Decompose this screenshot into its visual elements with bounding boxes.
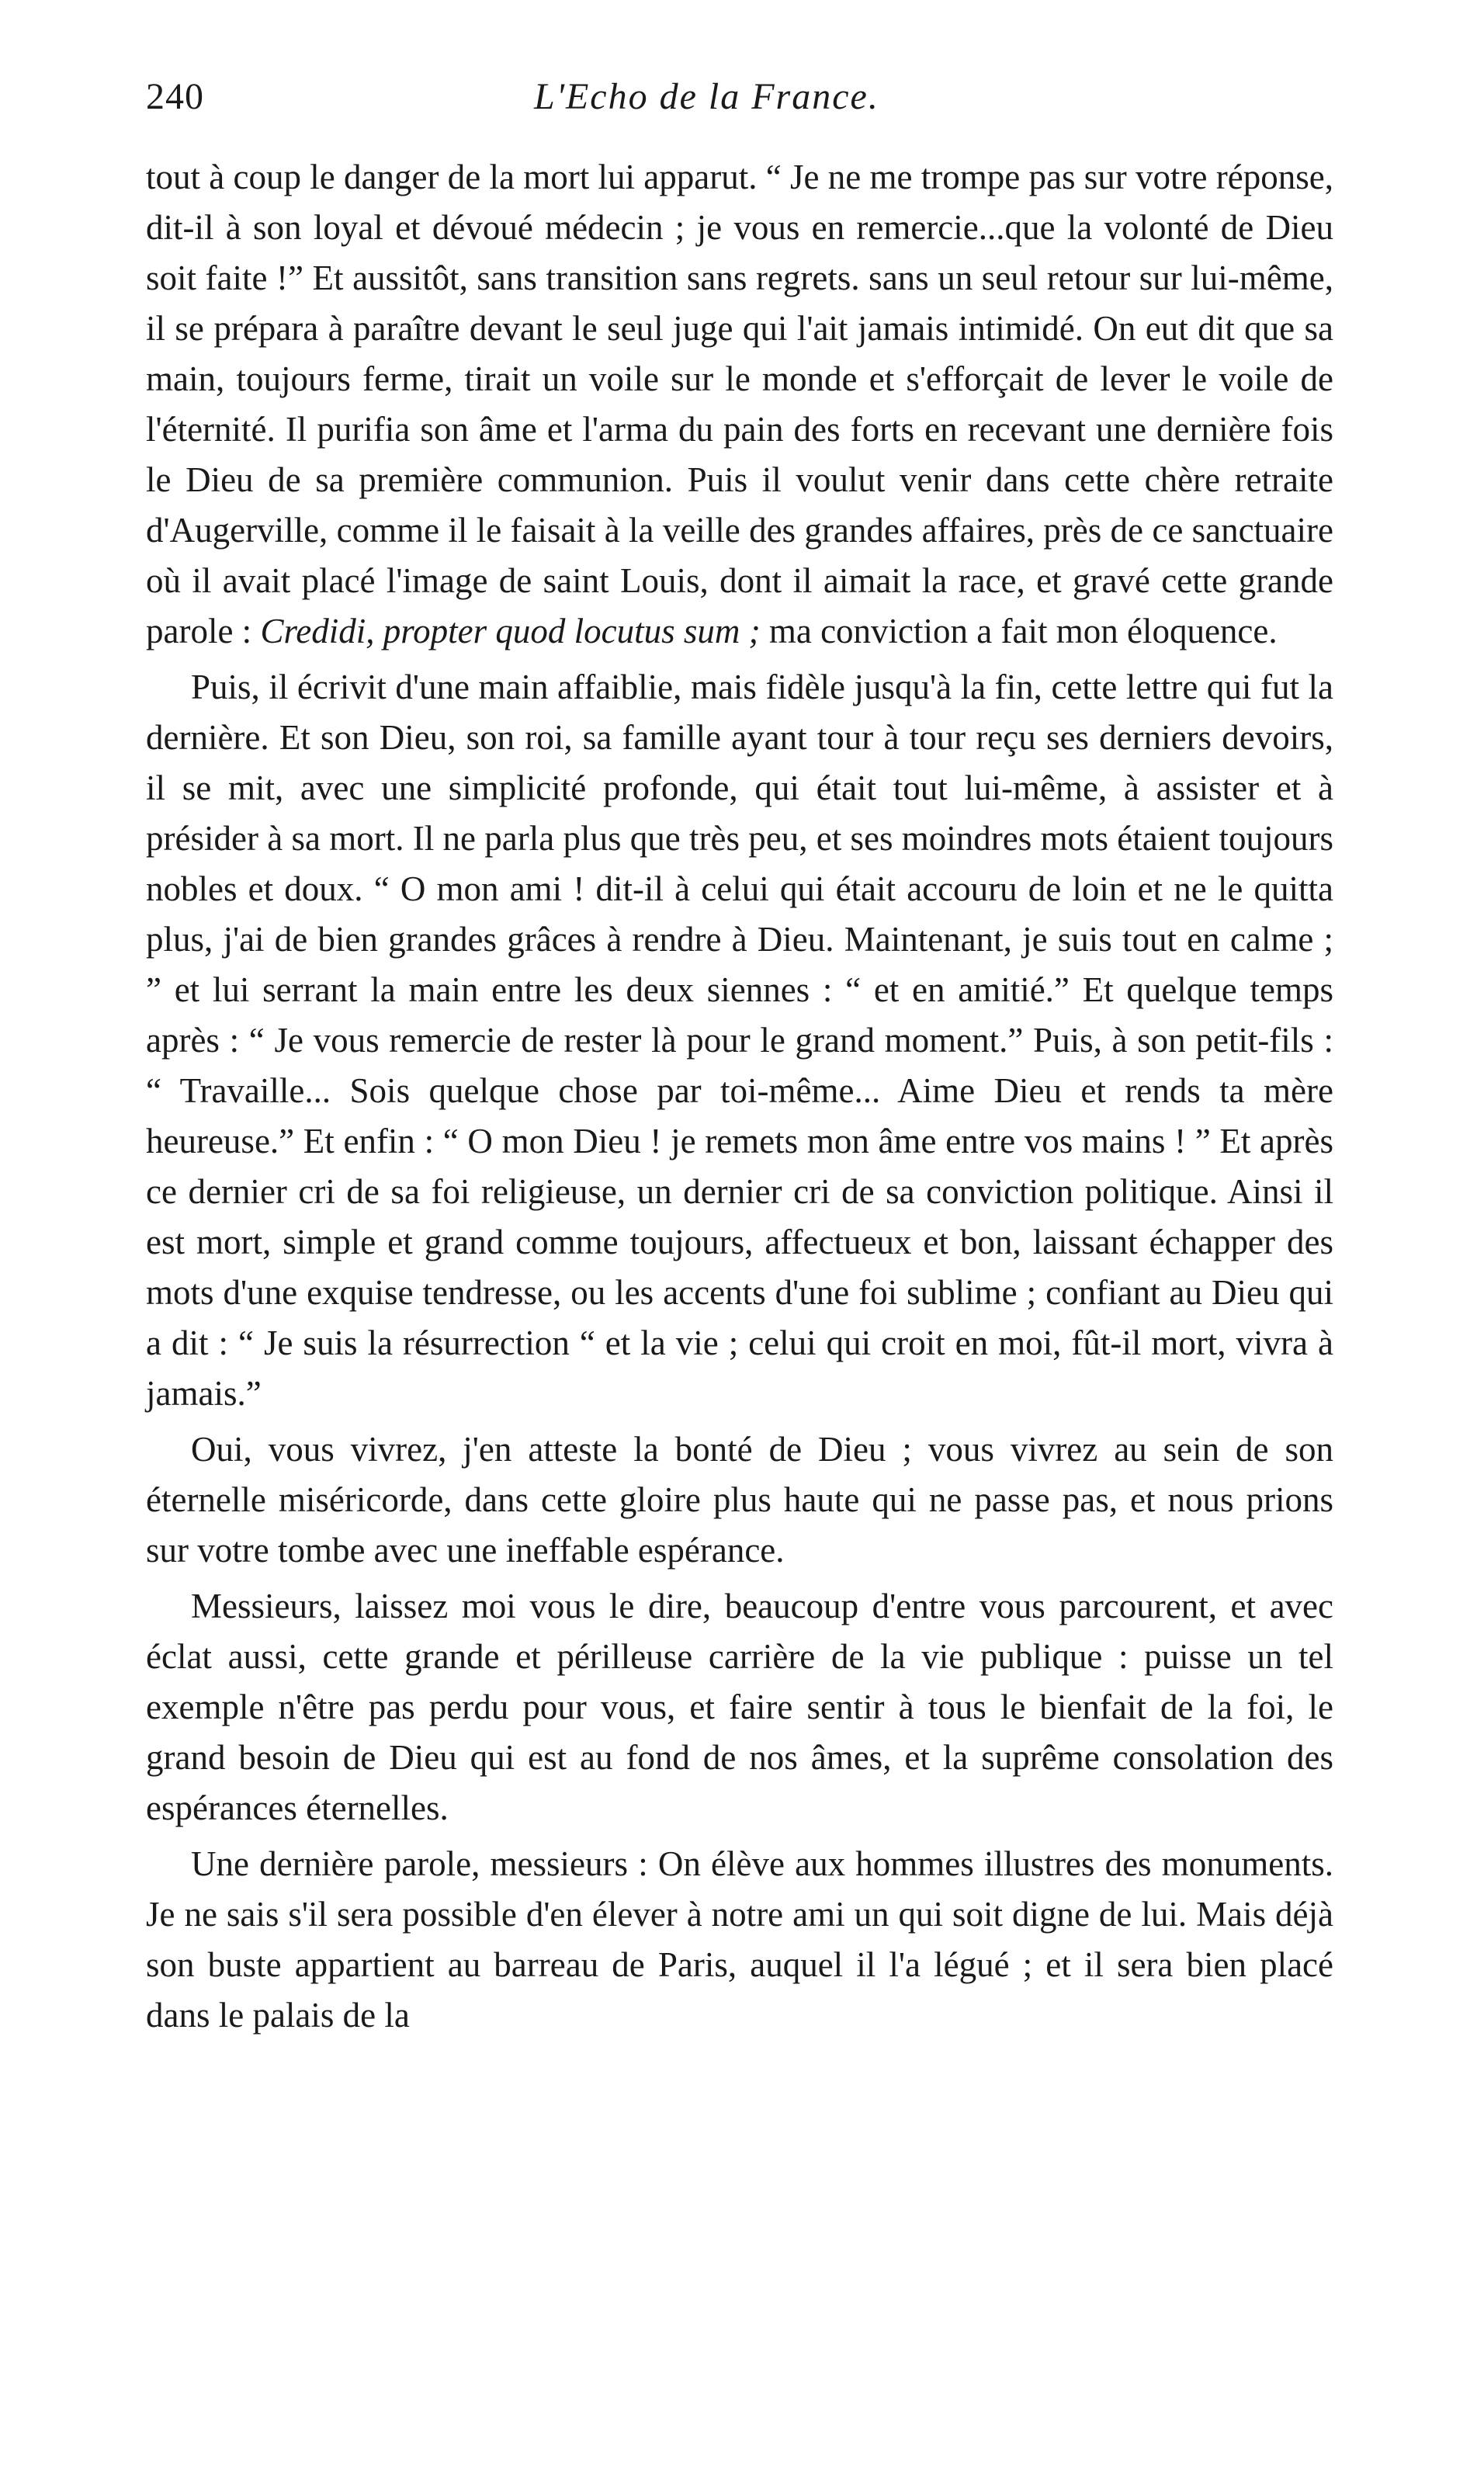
paragraph-1-text: tout à coup le danger de la mort lui apparut. “ Je ne me trompe pas sur votre réponse, dit-il à son loyal et dévoué médecin ; je vous en remercie...que la volonté de Dieu soit faite !” Et aussitôt, sans transition sans regrets. sans un seul retour sur lui-même, il se prépara à paraître devant le seul juge qui l'ait jamais intimidé. On eut dit que sa main, toujours ferme, tirait un voile sur le monde et s'efforçait de lever le voile de l'éternité. Il purifia son âme et l'arma du pain des forts en recevant une dernière fois le Dieu de sa première communion. Puis il voulut venir dans cette chère retraite d'Augerville, comme il le faisait à la veille des grandes affaires, près de ce sanctuaire où il avait placé l'image de saint Louis, dont il aimait la race, et gravé cette grande parole : xyxy=(146,158,1333,650)
paragraph-4: Messieurs, laissez moi vous le dire, beaucoup d'entre vous parcourent, et avec éclat aussi, cette grande et périlleuse carrière de la vie publique : puisse un tel exemple n'être pas perdu pour vous, et faire sentir à tous le bienfait de la foi, le grand besoin de Dieu qui est au fond de nos âmes, et la suprême consolation des espérances éternelles. xyxy=(146,1587,1333,1827)
paragraph-1-end: ma conviction a fait mon éloquence. xyxy=(760,612,1278,650)
paragraph-2: Puis, il écrivit d'une main affaiblie, mais fidèle jusqu'à la fin, cette lettre qui fut la dernière. Et son Dieu, son roi, sa famille ayant tour à tour reçu ses derniers devoirs, il se mit, avec une simplicité profonde, qui était tout lui-même, à assister et à présider à sa mort. Il ne parla plus que très peu, et ses moindres mots étaient toujours nobles et doux. “ O mon ami ! dit-il à celui qui était accouru de loin et ne le quitta plus, j'ai de bien grandes grâces à rendre à Dieu. Maintenant, je suis tout en calme ; ” et lui serrant la main entre les deux siennes : “ et en amitié.” Et quelque temps après : “ Je vous remercie de rester là pour le grand moment.” Puis, à son petit-fils : “ Travaille... Sois quelque chose par toi-même... Aime Dieu et rends ta mère heureuse.” Et enfin : “ O mon Dieu ! je remets mon âme entre vos mains ! ” Et après ce dernier cri de sa foi religieuse, un dernier cri de sa conviction politique. Ainsi il est mort, simple et grand comme toujours, affectueux et bon, laissant échapper des mots d'une exquise tendresse, ou les accents d'une foi sublime ; confiant au Dieu qui a dit : “ Je suis la résurrection “ et la vie ; celui qui croit en moi, fût-il mort, vivra à jamais.” xyxy=(146,668,1333,1413)
paragraph-3: Oui, vous vivrez, j'en atteste la bonté de Dieu ; vous vivrez au sein de son éternelle miséricorde, dans cette gloire plus haute qui ne passe pas, et nous prions sur votre tombe avec une ineffable espérance. xyxy=(146,1430,1333,1570)
running-title: L'Echo de la France. xyxy=(534,76,879,117)
paragraph-1 xyxy=(146,152,1333,657)
body-text xyxy=(146,152,1333,2046)
page-number: 240 xyxy=(146,76,204,117)
page-header xyxy=(146,70,1333,124)
paragraph-5: Une dernière parole, messieurs : On élève aux hommes illustres des monuments. Je ne sais s'il sera possible d'en élever à notre ami un qui soit digne de lui. Mais déjà son buste appartient au barreau de Paris, auquel il l'a légué ; et il sera bien placé dans le palais de la xyxy=(146,1844,1333,2035)
latin-quote: Credidi, propter quod locutus sum ; xyxy=(260,612,761,650)
